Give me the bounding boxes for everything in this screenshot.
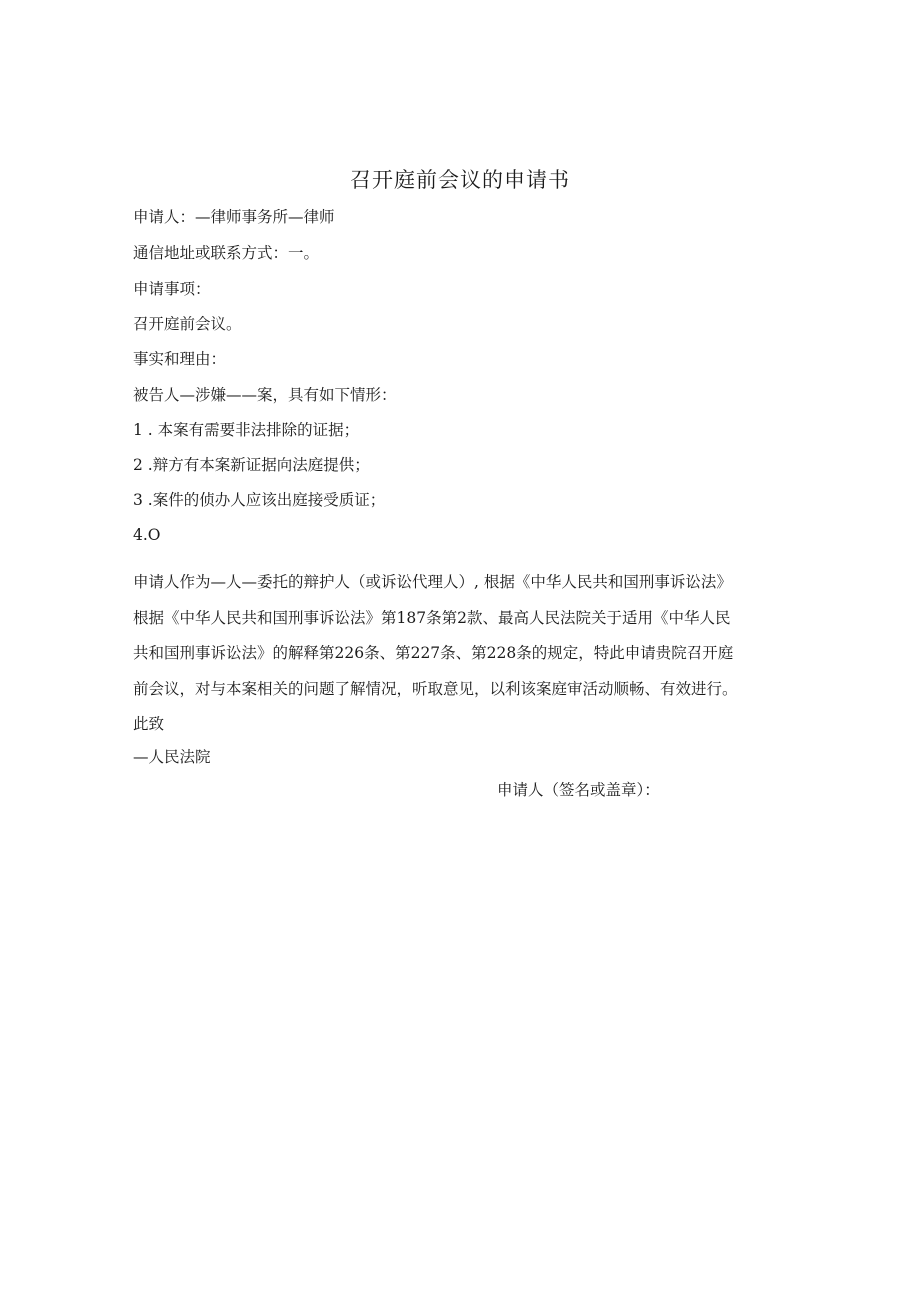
list-item-3: 3 .案件的侦办人应该出庭接受质证；: [133, 491, 386, 509]
applicant-line: 申请人：—律师事务所—律师: [133, 208, 335, 226]
closing-line: 此致: [133, 715, 165, 733]
body-line: 根据《中华人民共和国刑事诉讼法》第187条第2款、最高人民法院关于适用《中华人民: [133, 608, 731, 627]
body-line: 申请人作为—人—委托的辩护人（或诉讼代理人）, 根据《中华人民共和国刑事诉讼法》: [133, 573, 732, 591]
body-line: 前会议，对与本案相关的问题了解情况，听取意见，以利该案庭审活动顺畅、有效进行。: [133, 679, 738, 698]
list-item-2: 2 .辩方有本案新证据向法庭提供；: [133, 456, 370, 474]
address-line: 通信地址或联系方式：一。: [133, 244, 320, 262]
body-paragraph: [133, 565, 805, 707]
list-item-4: 4.O: [133, 526, 161, 544]
signature-line: 申请人（签名或盖章）：: [497, 781, 660, 799]
body-line: 共和国刑事诉讼法》的解释第226条、第227条、第228条的规定，特此申请贵院召开庭: [133, 644, 734, 662]
request-heading: 申请事项：: [133, 280, 211, 298]
document-title: 召开庭前会议的申请书: [350, 168, 570, 192]
request-body: 召开庭前会议。: [133, 315, 242, 333]
list-item-1: 1 . 本案有需要非法排除的证据；: [133, 421, 360, 439]
court-line: —人民法院: [133, 748, 211, 766]
facts-heading: 事实和理由：: [133, 350, 227, 368]
facts-intro: 被告人—涉嫌——案，具有如下情形：: [133, 386, 397, 404]
